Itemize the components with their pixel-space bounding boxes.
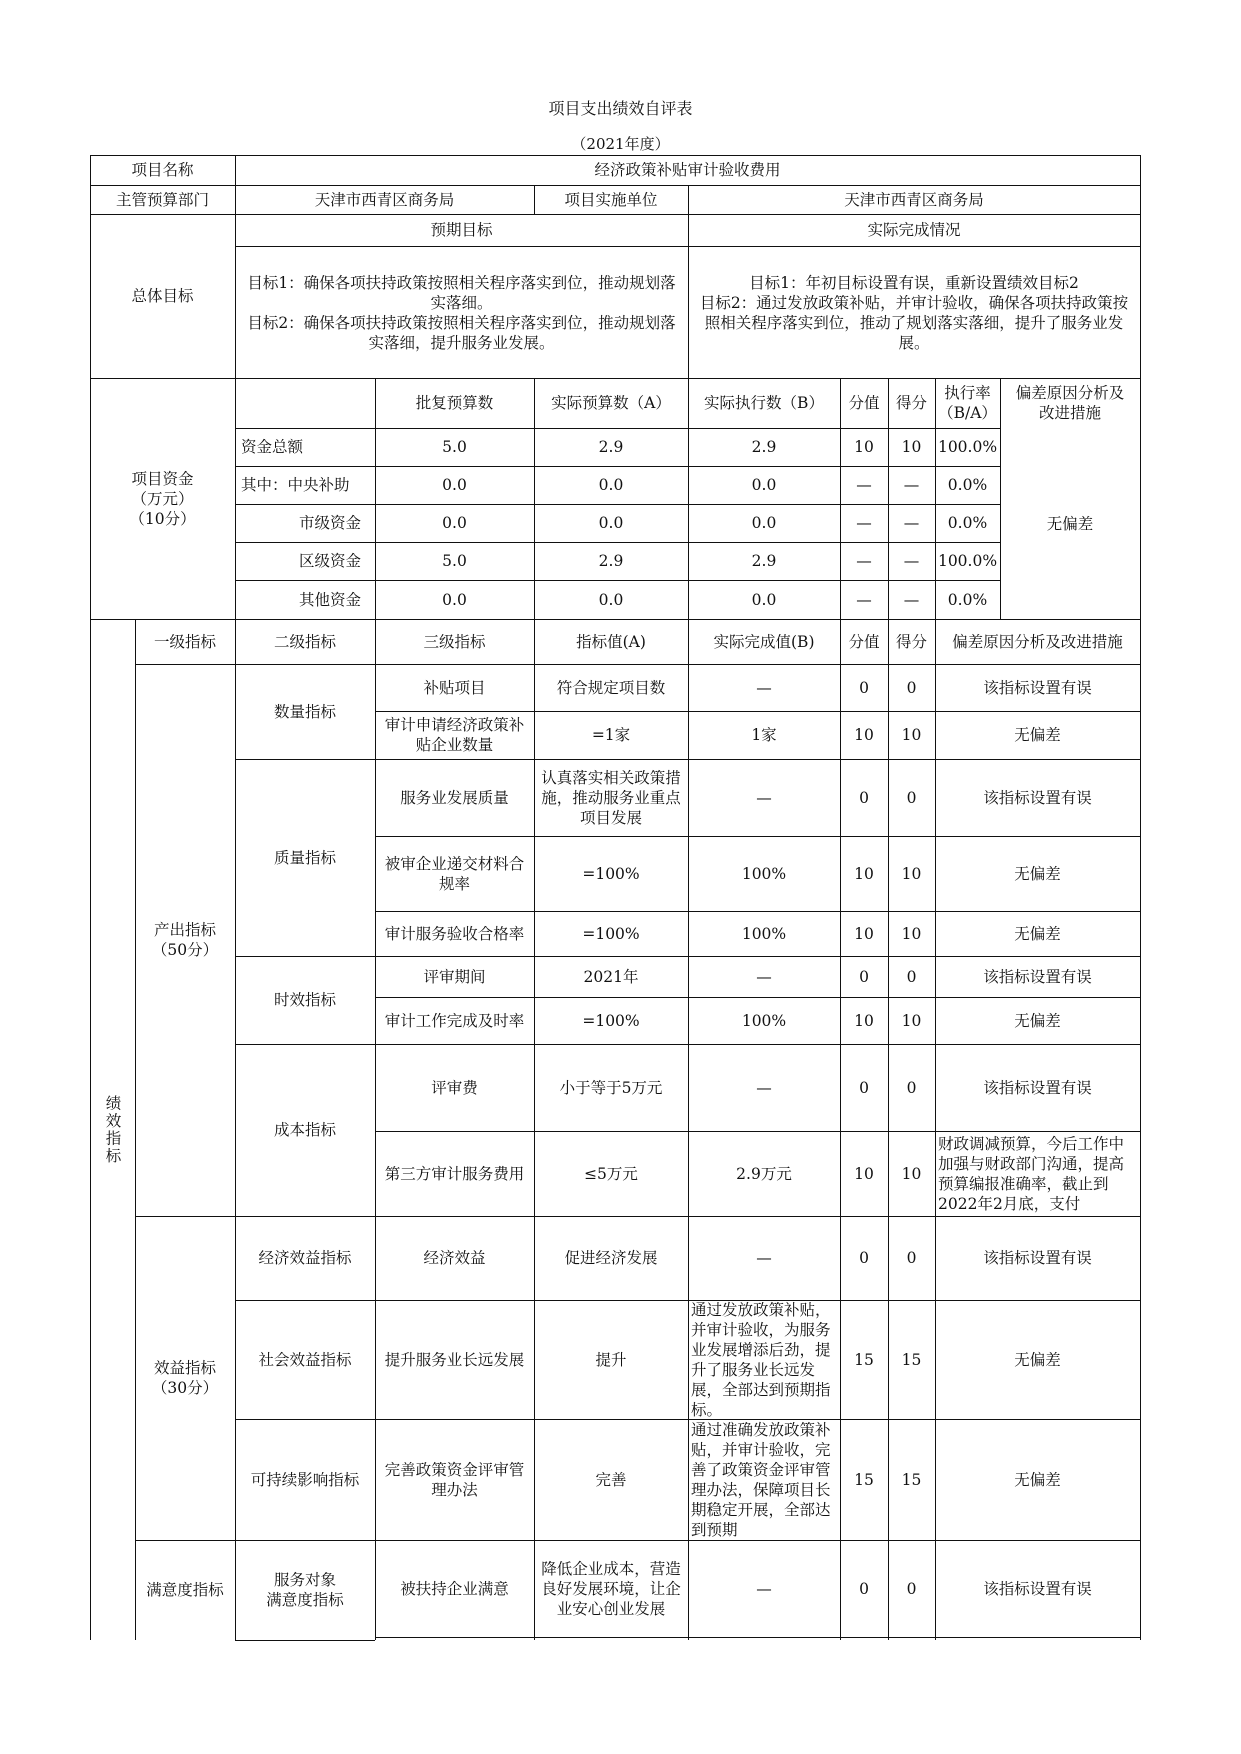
- fund-cell-budget: 0.0: [598, 476, 624, 494]
- actual-status-header: 实际完成情况: [867, 221, 961, 239]
- fund-cell-exec: 0.0: [751, 590, 777, 609]
- grid-line: [375, 1637, 1140, 1638]
- indicator-l3: 审计工作完成及时率: [384, 1011, 525, 1030]
- indicator-l3: 补贴项目: [423, 678, 486, 697]
- indicator-target: =100%: [582, 924, 640, 943]
- fund-cell-rate: 100.0%: [937, 552, 998, 570]
- indicator-actual: 100%: [741, 1011, 787, 1030]
- fund-cell-got: 10: [901, 438, 922, 456]
- indicator-target: 促进经济发展: [564, 1249, 658, 1267]
- budget-dept-label: 主管预算部门: [115, 190, 209, 209]
- indicator-got: 0: [906, 1078, 917, 1097]
- indicator-score: 15: [854, 1470, 874, 1489]
- level2-indicator: 可持续影响指标: [250, 1470, 360, 1489]
- level2-indicator: 服务对象 满意度指标: [266, 1571, 344, 1609]
- fund-cell-budget: 0.0: [598, 514, 624, 532]
- level2-indicator: 社会效益指标: [258, 1350, 352, 1369]
- indicator-actual: 2.9万元: [736, 1164, 792, 1183]
- fund-cell-score: —: [856, 552, 872, 570]
- indicator-l3: 被扶持企业满意: [400, 1579, 509, 1598]
- indicator-got: 10: [901, 924, 922, 943]
- actual-value-header: 实际完成值(B): [713, 632, 815, 651]
- indicator-l3: 第三方审计服务费用: [384, 1164, 525, 1183]
- indicator-target: 小于等于5万元: [559, 1078, 663, 1097]
- fund-cell-approved: 0.0: [442, 514, 467, 532]
- level2-indicator: 经济效益指标: [258, 1249, 352, 1267]
- exec-rate-header: 执行率 （B/A）: [938, 384, 997, 422]
- fund-cell-budget: 0.0: [598, 590, 624, 609]
- indicator-score: 0: [859, 1579, 869, 1598]
- level2-indicator: 成本指标: [273, 1121, 336, 1139]
- indicator-got: 0: [906, 1249, 917, 1267]
- indicator-actual: —: [756, 1249, 772, 1267]
- indicator-note: 该指标设置有误: [983, 1078, 1092, 1097]
- indicator-l3: 服务业发展质量: [400, 788, 509, 807]
- indicator-note: 无偏差: [1014, 1470, 1061, 1489]
- indicator-l3: 评审期间: [423, 967, 486, 986]
- indicator-actual: 100%: [741, 924, 787, 943]
- fund-cell-rate: 100.0%: [937, 438, 998, 456]
- indicator-note: 该指标设置有误: [983, 788, 1092, 807]
- score-header: 分值: [848, 394, 880, 412]
- fund-cell-rate: 0.0%: [947, 514, 988, 532]
- perf-indicator-label: 绩效指标: [103, 1094, 122, 1165]
- fund-cell-got: —: [903, 476, 920, 494]
- indicator-target: =100%: [582, 1011, 640, 1030]
- fund-cell-budget: 2.9: [598, 438, 624, 456]
- fund-cell-approved: 5.0: [442, 438, 467, 456]
- indicator-target: =1家: [591, 726, 631, 744]
- indicator-l3: 经济效益: [423, 1249, 486, 1267]
- fund-cell-score: —: [856, 514, 872, 532]
- indicator-l3: 被审企业递交材料合规率: [384, 854, 525, 893]
- indicator-note: 无偏差: [1014, 1350, 1061, 1369]
- got-header: 得分: [895, 394, 927, 412]
- fund-cell-got: —: [903, 590, 920, 609]
- fund-cell-score: —: [856, 590, 872, 609]
- fund-cell-rate: 0.0%: [947, 476, 988, 494]
- expected-goal-header: 预期目标: [430, 221, 493, 239]
- fund-cell-approved: 0.0: [442, 476, 467, 494]
- expected-goal-text: 目标1：确保各项扶持政策按照相关程序落实到位，推动规划落实落细。 目标2：确保各项扶持政策按照相关程序落实到位，推动规划落实落细，提升服务业发展。: [247, 273, 676, 352]
- fund-cell-rate: 0.0%: [947, 590, 988, 609]
- indicator-score: 10: [854, 1011, 874, 1030]
- indicator-target: 提升: [595, 1350, 627, 1369]
- fund-row-name: 资金总额: [241, 438, 304, 456]
- level2-header: 二级指标: [273, 632, 336, 651]
- indicator-score: 0: [859, 967, 869, 986]
- fund-cell-approved: 0.0: [442, 590, 467, 609]
- indicator-score: 10: [854, 924, 874, 943]
- indicator-note: 无偏差: [1014, 924, 1061, 943]
- fund-cell-exec: 2.9: [751, 552, 777, 570]
- indicator-l3: 审计申请经济政策补贴企业数量: [384, 716, 525, 754]
- indicator-target: 降低企业成本，营造良好发展环境，让企业安心创业发展: [541, 1559, 681, 1618]
- level2-indicator: 时效指标: [273, 991, 336, 1009]
- fund-cell-got: —: [903, 552, 920, 570]
- report-year: （2021年度）: [571, 135, 670, 153]
- indicator-actual: 通过准确发放政策补贴，并审计验收，完善了政策资金评审管理办法，保障项目长期稳定开展，全部达到预期: [691, 1420, 831, 1539]
- actual-status-text: 目标1：年初目标设置有误，重新设置绩效目标2 目标2：通过发放政策补贴，并审计验收，确保各项扶持政策按照相关程序落实到位，推动了规划落实落细，提升了服务业发展。: [699, 273, 1129, 352]
- level1-indicator: 效益指标 （30分）: [151, 1359, 219, 1397]
- indicator-note: 无偏差: [1014, 864, 1061, 883]
- indicator-note: 该指标设置有误: [983, 1579, 1092, 1598]
- funds-label: 项目资金 （万元） （10分）: [129, 469, 196, 528]
- indicator-score: 0: [859, 1078, 869, 1097]
- indicator-got: 0: [906, 678, 917, 697]
- fund-row-name: 市级资金: [298, 514, 361, 532]
- indicator-l3: 审计服务验收合格率: [384, 924, 525, 943]
- indicator-l3: 评审费: [431, 1078, 478, 1097]
- overall-goal-label: 总体目标: [131, 287, 194, 305]
- grid-line: [235, 1640, 375, 1641]
- fund-row-name: 区级资金: [298, 552, 361, 570]
- indicator-actual: —: [756, 1579, 772, 1598]
- fund-cell-exec: 0.0: [751, 514, 777, 532]
- fund-row-name: 其他资金: [298, 590, 361, 609]
- indicator-score: 10: [854, 1164, 874, 1183]
- level3-header: 三级指标: [423, 632, 486, 651]
- score-header: 分值: [848, 632, 880, 651]
- indicator-actual: —: [756, 967, 772, 986]
- indicator-actual: —: [756, 788, 772, 807]
- fund-cell-got: —: [903, 514, 920, 532]
- indicator-score: 10: [854, 726, 874, 744]
- fund-row-name: 其中：中央补助: [241, 476, 350, 494]
- deviation-header: 偏差原因分析及改进措施: [952, 632, 1123, 651]
- indicator-got: 15: [901, 1350, 922, 1369]
- level2-indicator: 质量指标: [273, 848, 336, 867]
- indicator-score: 10: [854, 864, 874, 883]
- approved-budget-header: 批复预算数: [415, 394, 494, 412]
- indicator-score: 0: [859, 678, 869, 697]
- indicator-score: 15: [854, 1350, 874, 1369]
- project-name-value: 经济政策补贴审计验收费用: [594, 161, 781, 179]
- indicator-score: 0: [859, 788, 869, 807]
- indicator-target: 符合规定项目数: [556, 678, 666, 697]
- indicator-l3: 完善政策资金评审管理办法: [384, 1460, 525, 1499]
- indicator-actual: —: [756, 678, 772, 697]
- indicator-target: 认真落实相关政策措施，推动服务业重点项目发展: [541, 768, 681, 827]
- impl-unit-label: 项目实施单位: [564, 190, 658, 209]
- indicator-note: 该指标设置有误: [983, 678, 1092, 697]
- got-header: 得分: [895, 632, 927, 651]
- indicator-note: 财政调减预算，今后工作中加强与财政部门沟通，提高预算编报准确率，截止到2022年2月底，支付: [938, 1134, 1125, 1213]
- indicator-actual: 通过发放政策补贴，并审计验收，为服务业发展增添后劲，提升了服务业长远发展，全部达到预期指标。: [691, 1300, 831, 1419]
- target-header: 指标值(A): [576, 632, 646, 651]
- fund-cell-approved: 5.0: [442, 552, 467, 570]
- funds-deviation: 无偏差: [1046, 514, 1094, 533]
- indicator-target: =100%: [582, 864, 640, 883]
- indicator-actual: —: [756, 1078, 772, 1097]
- impl-unit-value: 天津市西青区商务局: [844, 190, 984, 209]
- indicator-got: 10: [901, 1011, 922, 1030]
- fund-cell-score: —: [856, 476, 872, 494]
- indicator-actual: 1家: [751, 726, 777, 744]
- level1-header: 一级指标: [153, 632, 216, 651]
- indicator-note: 无偏差: [1014, 726, 1061, 744]
- indicator-note: 无偏差: [1014, 1011, 1061, 1030]
- indicator-got: 10: [901, 864, 922, 883]
- indicator-score: 0: [859, 1249, 869, 1267]
- indicator-target: 完善: [595, 1470, 627, 1489]
- indicator-actual: 100%: [741, 864, 787, 883]
- level1-indicator: 满意度指标: [146, 1581, 224, 1599]
- indicator-got: 0: [906, 967, 917, 986]
- fund-cell-budget: 2.9: [598, 552, 624, 570]
- actual-exec-header: 实际执行数（B）: [704, 394, 824, 412]
- indicator-got: 15: [901, 1470, 922, 1489]
- fund-cell-exec: 2.9: [751, 438, 777, 456]
- indicator-note: 该指标设置有误: [983, 1249, 1092, 1267]
- indicator-note: 该指标设置有误: [983, 967, 1092, 986]
- indicator-got: 0: [906, 788, 917, 807]
- level1-indicator: 产出指标 （50分）: [151, 921, 219, 959]
- indicator-target: ≤5万元: [584, 1164, 638, 1183]
- indicator-got: 10: [901, 726, 922, 744]
- indicator-got: 10: [901, 1164, 922, 1183]
- indicator-l3: 提升服务业长远发展: [384, 1350, 525, 1369]
- fund-cell-exec: 0.0: [751, 476, 777, 494]
- indicator-target: 2021年: [583, 967, 639, 986]
- actual-budget-header: 实际预算数（A）: [551, 394, 671, 412]
- deviation-header: 偏差原因分析及 改进措施: [1015, 384, 1125, 422]
- report-title: 项目支出绩效自评表: [548, 99, 693, 118]
- project-name-label: 项目名称: [131, 161, 194, 179]
- budget-dept-value: 天津市西青区商务局: [314, 190, 455, 209]
- indicator-got: 0: [906, 1579, 917, 1598]
- level2-indicator: 数量指标: [273, 702, 336, 721]
- fund-cell-score: 10: [854, 438, 874, 456]
